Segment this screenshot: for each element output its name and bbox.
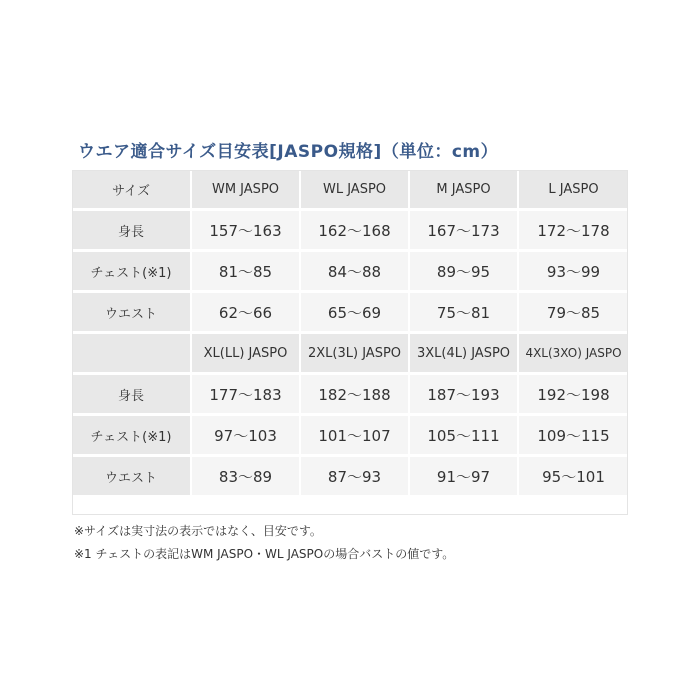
size-header: M JASPO xyxy=(410,170,519,211)
size-header: 3XL(4L) JASPO xyxy=(410,334,519,375)
table-cell: 105～111 xyxy=(410,416,519,457)
table-cell: 62～66 xyxy=(192,293,301,334)
table-row xyxy=(72,416,628,457)
table-cell: 187～193 xyxy=(410,375,519,416)
table-cell: 83～89 xyxy=(192,457,301,495)
table-cell: 91～97 xyxy=(410,457,519,495)
table-cell: 192～198 xyxy=(519,375,628,416)
table-row xyxy=(72,293,628,334)
table-cell: 79～85 xyxy=(519,293,628,334)
table-row xyxy=(72,170,628,211)
row-label-waist: ウエスト xyxy=(72,457,192,495)
size-header: L JASPO xyxy=(519,170,628,211)
size-header-label: サイズ xyxy=(72,170,192,211)
table-cell: 157～163 xyxy=(192,211,301,252)
row-label-height: 身長 xyxy=(72,375,192,416)
table-cell: 93～99 xyxy=(519,252,628,293)
table-cell: 109～115 xyxy=(519,416,628,457)
size-header: 4XL(3XO) JASPO xyxy=(519,334,628,375)
size-header: WM JASPO xyxy=(192,170,301,211)
table-cell: 101～107 xyxy=(301,416,410,457)
table-cell: 75～81 xyxy=(410,293,519,334)
table-row xyxy=(72,211,628,252)
table-cell: 81～85 xyxy=(192,252,301,293)
footnote: ※サイズは実寸法の表示ではなく、目安です。 xyxy=(74,524,322,538)
size-header-label xyxy=(72,334,192,375)
table-cell: 162～168 xyxy=(301,211,410,252)
table-cell: 177～183 xyxy=(192,375,301,416)
row-label-waist: ウエスト xyxy=(72,293,192,334)
table-cell: 172～178 xyxy=(519,211,628,252)
table-row xyxy=(72,334,628,375)
table-row xyxy=(72,457,628,495)
table-cell: 167～173 xyxy=(410,211,519,252)
size-header: WL JASPO xyxy=(301,170,410,211)
footnotes xyxy=(74,520,454,566)
table-cell: 87～93 xyxy=(301,457,410,495)
table-cell: 89～95 xyxy=(410,252,519,293)
table-cell: 84～88 xyxy=(301,252,410,293)
footnote: ※1 チェストの表記はWM JASPO・WL JASPOの場合バストの値です。 xyxy=(74,547,455,561)
table-row xyxy=(72,375,628,416)
table-row xyxy=(72,252,628,293)
table-cell: 97～103 xyxy=(192,416,301,457)
table-cell: 95～101 xyxy=(519,457,628,495)
row-label-height: 身長 xyxy=(72,211,192,252)
size-header: 2XL(3L) JASPO xyxy=(301,334,410,375)
size-header: XL(LL) JASPO xyxy=(192,334,301,375)
table-cell: 65～69 xyxy=(301,293,410,334)
row-label-chest: チェスト(※1) xyxy=(72,252,192,293)
size-chart-table xyxy=(72,170,628,495)
table-cell: 182～188 xyxy=(301,375,410,416)
page-title: ウエア適合サイズ目安表[JASPO規格]（単位：cm） xyxy=(78,142,499,162)
row-label-chest: チェスト(※1) xyxy=(72,416,192,457)
